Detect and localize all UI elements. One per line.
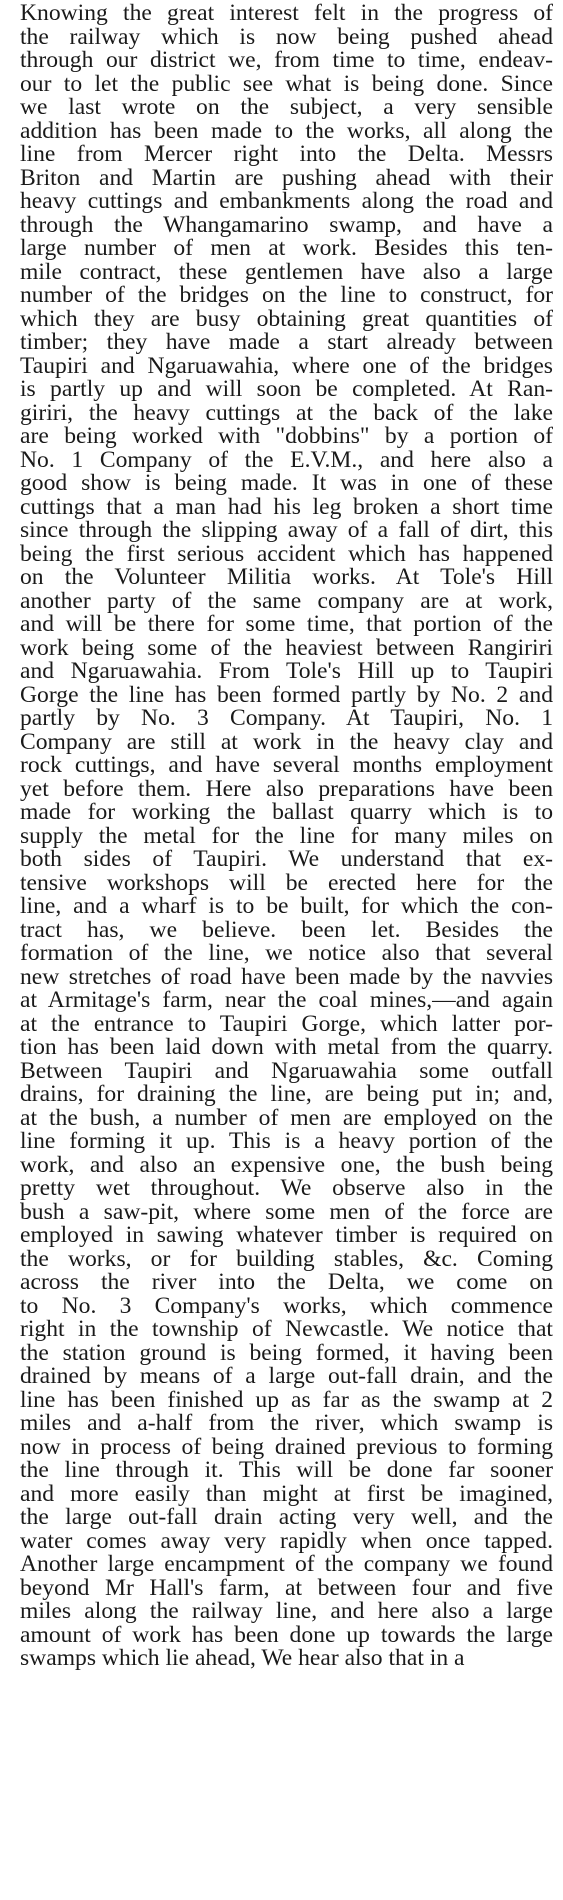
article-line: rock cuttings, and have several months employment: [20, 752, 553, 778]
article-line: mile contract, these gentlemen have also a large: [20, 258, 553, 285]
article-line: our to let the public see what is being done. Since: [20, 70, 553, 97]
article-line: Between Taupiri and Ngaruawahia some outfall: [20, 1057, 553, 1084]
article-line: new stretches of road have been made by the navvies: [20, 963, 553, 990]
article-line: are being worked with "dobbins" by a portion of: [20, 423, 553, 449]
article-line: another party of the same company are at work,: [20, 587, 553, 614]
article-line: is partly up and will soon be completed. At Ran-: [20, 376, 553, 402]
article-line: timber; they have made a start already between: [20, 329, 553, 355]
article-line: partly by No. 3 Company. At Taupiri, No. 1: [20, 705, 553, 731]
article-line: Taupiri and Ngaruawahia, where one of the bridges: [20, 352, 553, 379]
article-line: through the Whangamarino swamp, and have a: [20, 211, 553, 238]
article-line: heavy cuttings and embankments along the road and: [20, 188, 553, 214]
article-line: swamps which lie ahead, We hear also that in a: [20, 1645, 465, 1671]
article-line: and Ngaruawahia. From Tole's Hill up to Taupiri: [20, 658, 553, 684]
article-line: miles and a-half from the river, which swamp is: [20, 1410, 553, 1436]
article-line: tion has been laid down with metal from the quarry.: [20, 1034, 553, 1060]
article-line: being the first serious accident which has happened: [20, 540, 553, 567]
article-line: and will be there for some time, that portion of the: [20, 611, 553, 637]
article-line: line, and a wharf is to be built, for which the con-: [20, 893, 553, 919]
article-line: amount of work has been done up towards the large: [20, 1621, 553, 1648]
article-line: No. 1 Company of the E.V.M., and here also a: [20, 446, 553, 473]
article-line: bush a saw-pit, where some men of the force are: [20, 1198, 553, 1225]
article-line: yet before them. Here also preparations have been: [20, 775, 553, 802]
article-line: which they are busy obtaining great quantities of: [20, 305, 553, 332]
article-line: Company are still at work in the heavy clay and: [20, 728, 553, 755]
article-line: miles along the railway line, and here also a large: [20, 1598, 553, 1624]
article-line: the railway which is now being pushed ahead: [20, 23, 553, 50]
article-line: Gorge the line has been formed partly by No. 2 and: [20, 681, 553, 708]
article-line: employed in sawing whatever timber is required on: [20, 1222, 553, 1248]
article-line: the station ground is being formed, it having been: [20, 1339, 553, 1366]
article-line: through our district we, from time to time, endeav-: [20, 47, 553, 73]
article-line: the works, or for building stables, &c. Coming: [20, 1245, 553, 1272]
article-line: on the Volunteer Militia works. At Tole's Hill: [20, 564, 553, 590]
article-line: at Armitage's farm, near the coal mines,—and again: [20, 987, 553, 1013]
article-line: large number of men at work. Besides this ten-: [20, 235, 553, 261]
article-line: tract has, we believe. been let. Besides the: [20, 916, 553, 943]
article-line: the large out-fall drain acting very well, and the: [20, 1504, 553, 1530]
article-line: number of the bridges on the line to construct, for: [20, 282, 553, 308]
article-line: drains, for draining the line, are being put in; and,: [20, 1081, 553, 1107]
article-line: line from Mercer right into the Delta. Messrs: [20, 141, 553, 167]
article-line: cuttings that a man had his leg broken a short time: [20, 493, 553, 520]
article-line: drained by means of a large out-fall drain, and the: [20, 1363, 553, 1389]
article-line: Another large encampment of the company we found: [20, 1551, 553, 1577]
article-column: [20, 2, 553, 1671]
article-line: Briton and Martin are pushing ahead with their: [20, 164, 553, 191]
article-line: line forming it up. This is a heavy portion of the: [20, 1128, 553, 1154]
article-line: pretty wet throughout. We observe also in the: [20, 1175, 553, 1201]
article-line: water comes away very rapidly when once tapped.: [20, 1527, 553, 1554]
article-line: Knowing the great interest felt in the progress of: [20, 0, 553, 26]
article-line: formation of the line, we notice also that several: [20, 940, 553, 966]
article-line: and more easily than might at first be imagined,: [20, 1480, 553, 1507]
article-line: good show is being made. It was in one of these: [20, 470, 553, 496]
article-line: at the entrance to Taupiri Gorge, which latter por-: [20, 1010, 553, 1037]
article-line: giriri, the heavy cuttings at the back of the lake: [20, 399, 553, 426]
article-line: we last wrote on the subject, a very sensible: [20, 94, 553, 120]
article-line: addition has been made to the works, all along the: [20, 117, 553, 144]
article-line: right in the township of Newcastle. We notice that: [20, 1316, 553, 1342]
article-line: made for working the ballast quarry which is to: [20, 799, 553, 825]
article-line: supply the metal for the line for many miles on: [20, 822, 553, 849]
article-line: line has been finished up as far as the swamp at 2: [20, 1386, 553, 1413]
article-line: to No. 3 Company's works, which commence: [20, 1292, 553, 1319]
article-line: the line through it. This will be done far sooner: [20, 1457, 553, 1483]
article-line: since through the slipping away of a fall of dirt, this: [20, 517, 553, 543]
article-line: both sides of Taupiri. We understand that ex-: [20, 846, 553, 872]
article-line: at the bush, a number of men are employed on the: [20, 1104, 553, 1131]
article-line: work, and also an expensive one, the bush being: [20, 1151, 553, 1178]
article-line: tensive workshops will be erected here for the: [20, 869, 553, 896]
article-line: now in process of being drained previous to forming: [20, 1433, 553, 1460]
article-line: work being some of the heaviest between Rangiriri: [20, 634, 553, 661]
article-line: across the river into the Delta, we come on: [20, 1269, 553, 1295]
article-line: beyond Mr Hall's farm, at between four and five: [20, 1574, 553, 1601]
